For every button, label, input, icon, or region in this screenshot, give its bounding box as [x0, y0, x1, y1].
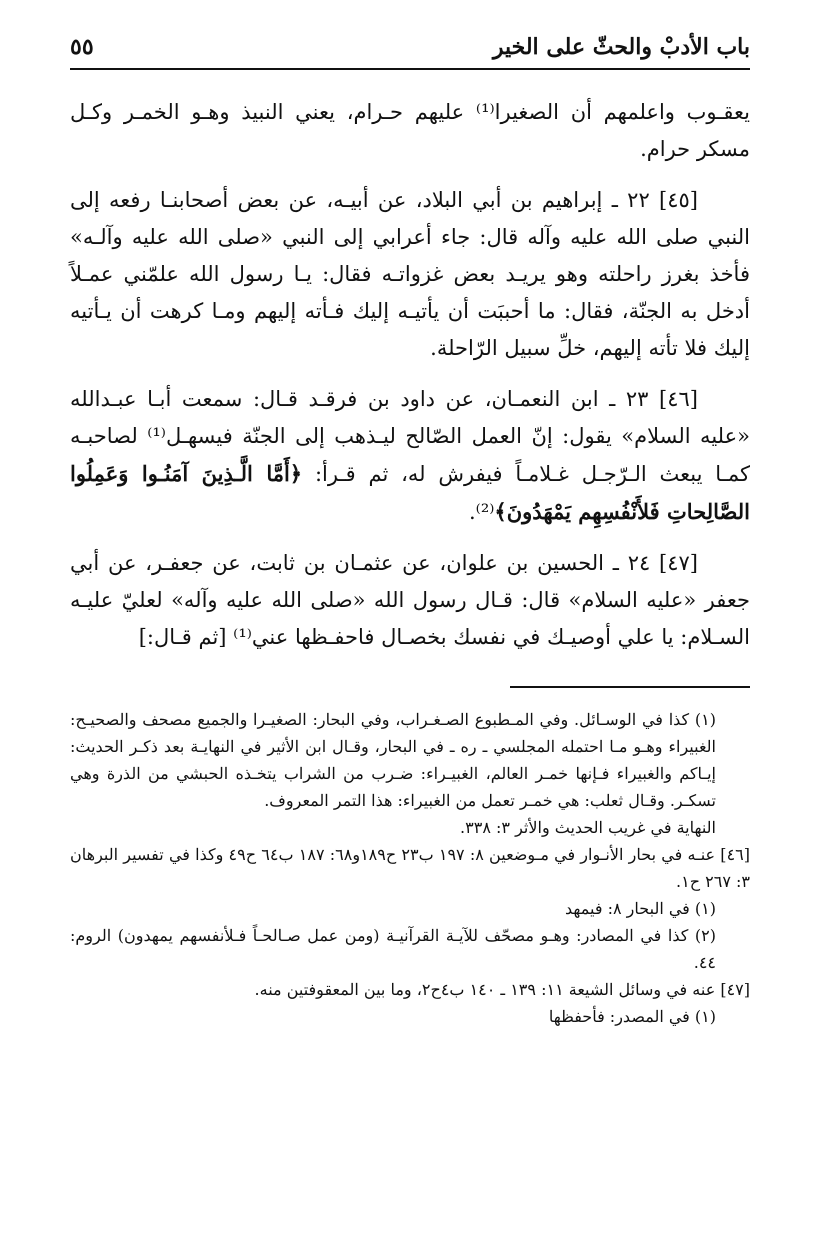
page-number: ٥٥: [70, 34, 94, 60]
footnote-1: (١) كذا في الوسـائل. وفي المـطبوع الصـغـراب، وفي البحار: الصغيـرا والجميع مصحف والصحيـح: الغبيراء وهـو مـا احتمله المجلسي ـ ره ـ في البحار، وقـال ابن الأثير في النهايـة بعد ذكـر الحديث: إيـاكم والغبيراء فـإنها خمـر العالم، الغبيـراء: ضـرب من الشراب يتخـذه الحبشي من الذرة وهي تسكـر. وقـال ثعلب: هي خمـر تعمل من الغبيراء: هذا التمر المعروف.: [70, 710, 717, 810]
quran-verse: ﴿أَمَّا الَّـذِينَ آمَنُـوا وَعَمِلُوا الصَّالِحاتِ فَلأَنْفُسِهِم يَمْهَدُونَ﴾: [70, 461, 750, 524]
footnote-1-reference: النهاية في غريب الحديث والأثر ٣: ٣٣٨.: [460, 818, 716, 837]
footnote-divider: [510, 686, 750, 688]
chapter-title: باب الأدبْ والحثّ على الخير: [492, 34, 750, 60]
footnote-46-2: (٢) كذا في المصادر: وهـو مصحّف للآيـة القرآنيـة (ومن عمل صـالحـاً فـلأنفسهم يمهدون) الروم: ٤٤.: [70, 926, 716, 972]
footnote-47-1: (١) في المصدر: فأحفظها: [548, 1007, 716, 1026]
hadith-46-end: ⁽²⁾.: [468, 500, 495, 524]
footnote-46: [٤٦] عنـه في بحار الأنـوار في مـوضعين ٨: ١٩٧ ب٢٣ ح١٨٩و٦٨: ١٨٧ ب٦٤ ح٤٩ وكذا في تفسير البرهان ٣: ٢٦٧ ح١.: [70, 845, 750, 891]
footnote-46-1: (١) في البحار ٨: فيمهد: [565, 899, 716, 918]
main-text: [70, 94, 750, 656]
footnotes: [70, 706, 750, 1030]
book-page: [70, 28, 750, 1228]
hadith-47: [٤٧] ٢٤ ـ الحسين بن علوان، عن عثمـان بن ثابت، عن جعفـر، عن أبي جعفر «عليه السلام» قال: قـال رسول الله «صلى الله عليه وآله» لعليّ عليـه السـلام: يا علي أوصيـك في نفسك بخصـال فاحفـظها عني⁽¹⁾ [ثم قـال:]: [70, 551, 750, 649]
hadith-46-text: [٤٦] ٢٣ ـ ابن النعمـان، عن داود بن فرقـد قـال: سمعت أبـا عبـدالله «عليه السلام» يقول: إنّ العمل الصّالح ليـذهب إلى الجنّة فيسهـل⁽¹⁾ لصاحبـه كمـا يبعث الـرّجـل غـلامـاً فيفرش له، ثم قـرأ:: [70, 387, 750, 486]
paragraph-continuation: يعقـوب واعلمهم أن الصغيرا⁽¹⁾ عليهم حـرام، يعني النبيذ وهـو الخمـر وكـل مسكر حرام.: [70, 100, 750, 161]
hadith-45: [٤٥] ٢٢ ـ إبراهيم بن أبي البلاد، عن أبيـه، عن بعض أصحابنـا رفعه إلى النبي صلى الله عليه وآله قال: جاء أعرابي إلى النبي «صلى الله عليه وآلـه» فأخذ بغرز راحلته وهو يريـد بعض غزواتـه فقال: يـا رسول الله علمّني عمـلاً أدخل به الجنّة، فقال: ما أحببَت أن يأتيـه إليك فـأته إليهم ومـا كرهت أن يـأتيه إليك فلا تأته إليهم، خلِّ سبيل الرّاحلة.: [70, 188, 750, 360]
hadith-46: [70, 381, 750, 531]
footnote-47: [٤٧] عنه في وسائل الشيعة ١١: ١٣٩ ـ ١٤٠ ب٤ح٢، وما بين المعقوفتين منه.: [254, 980, 750, 999]
page-header: [70, 28, 750, 70]
